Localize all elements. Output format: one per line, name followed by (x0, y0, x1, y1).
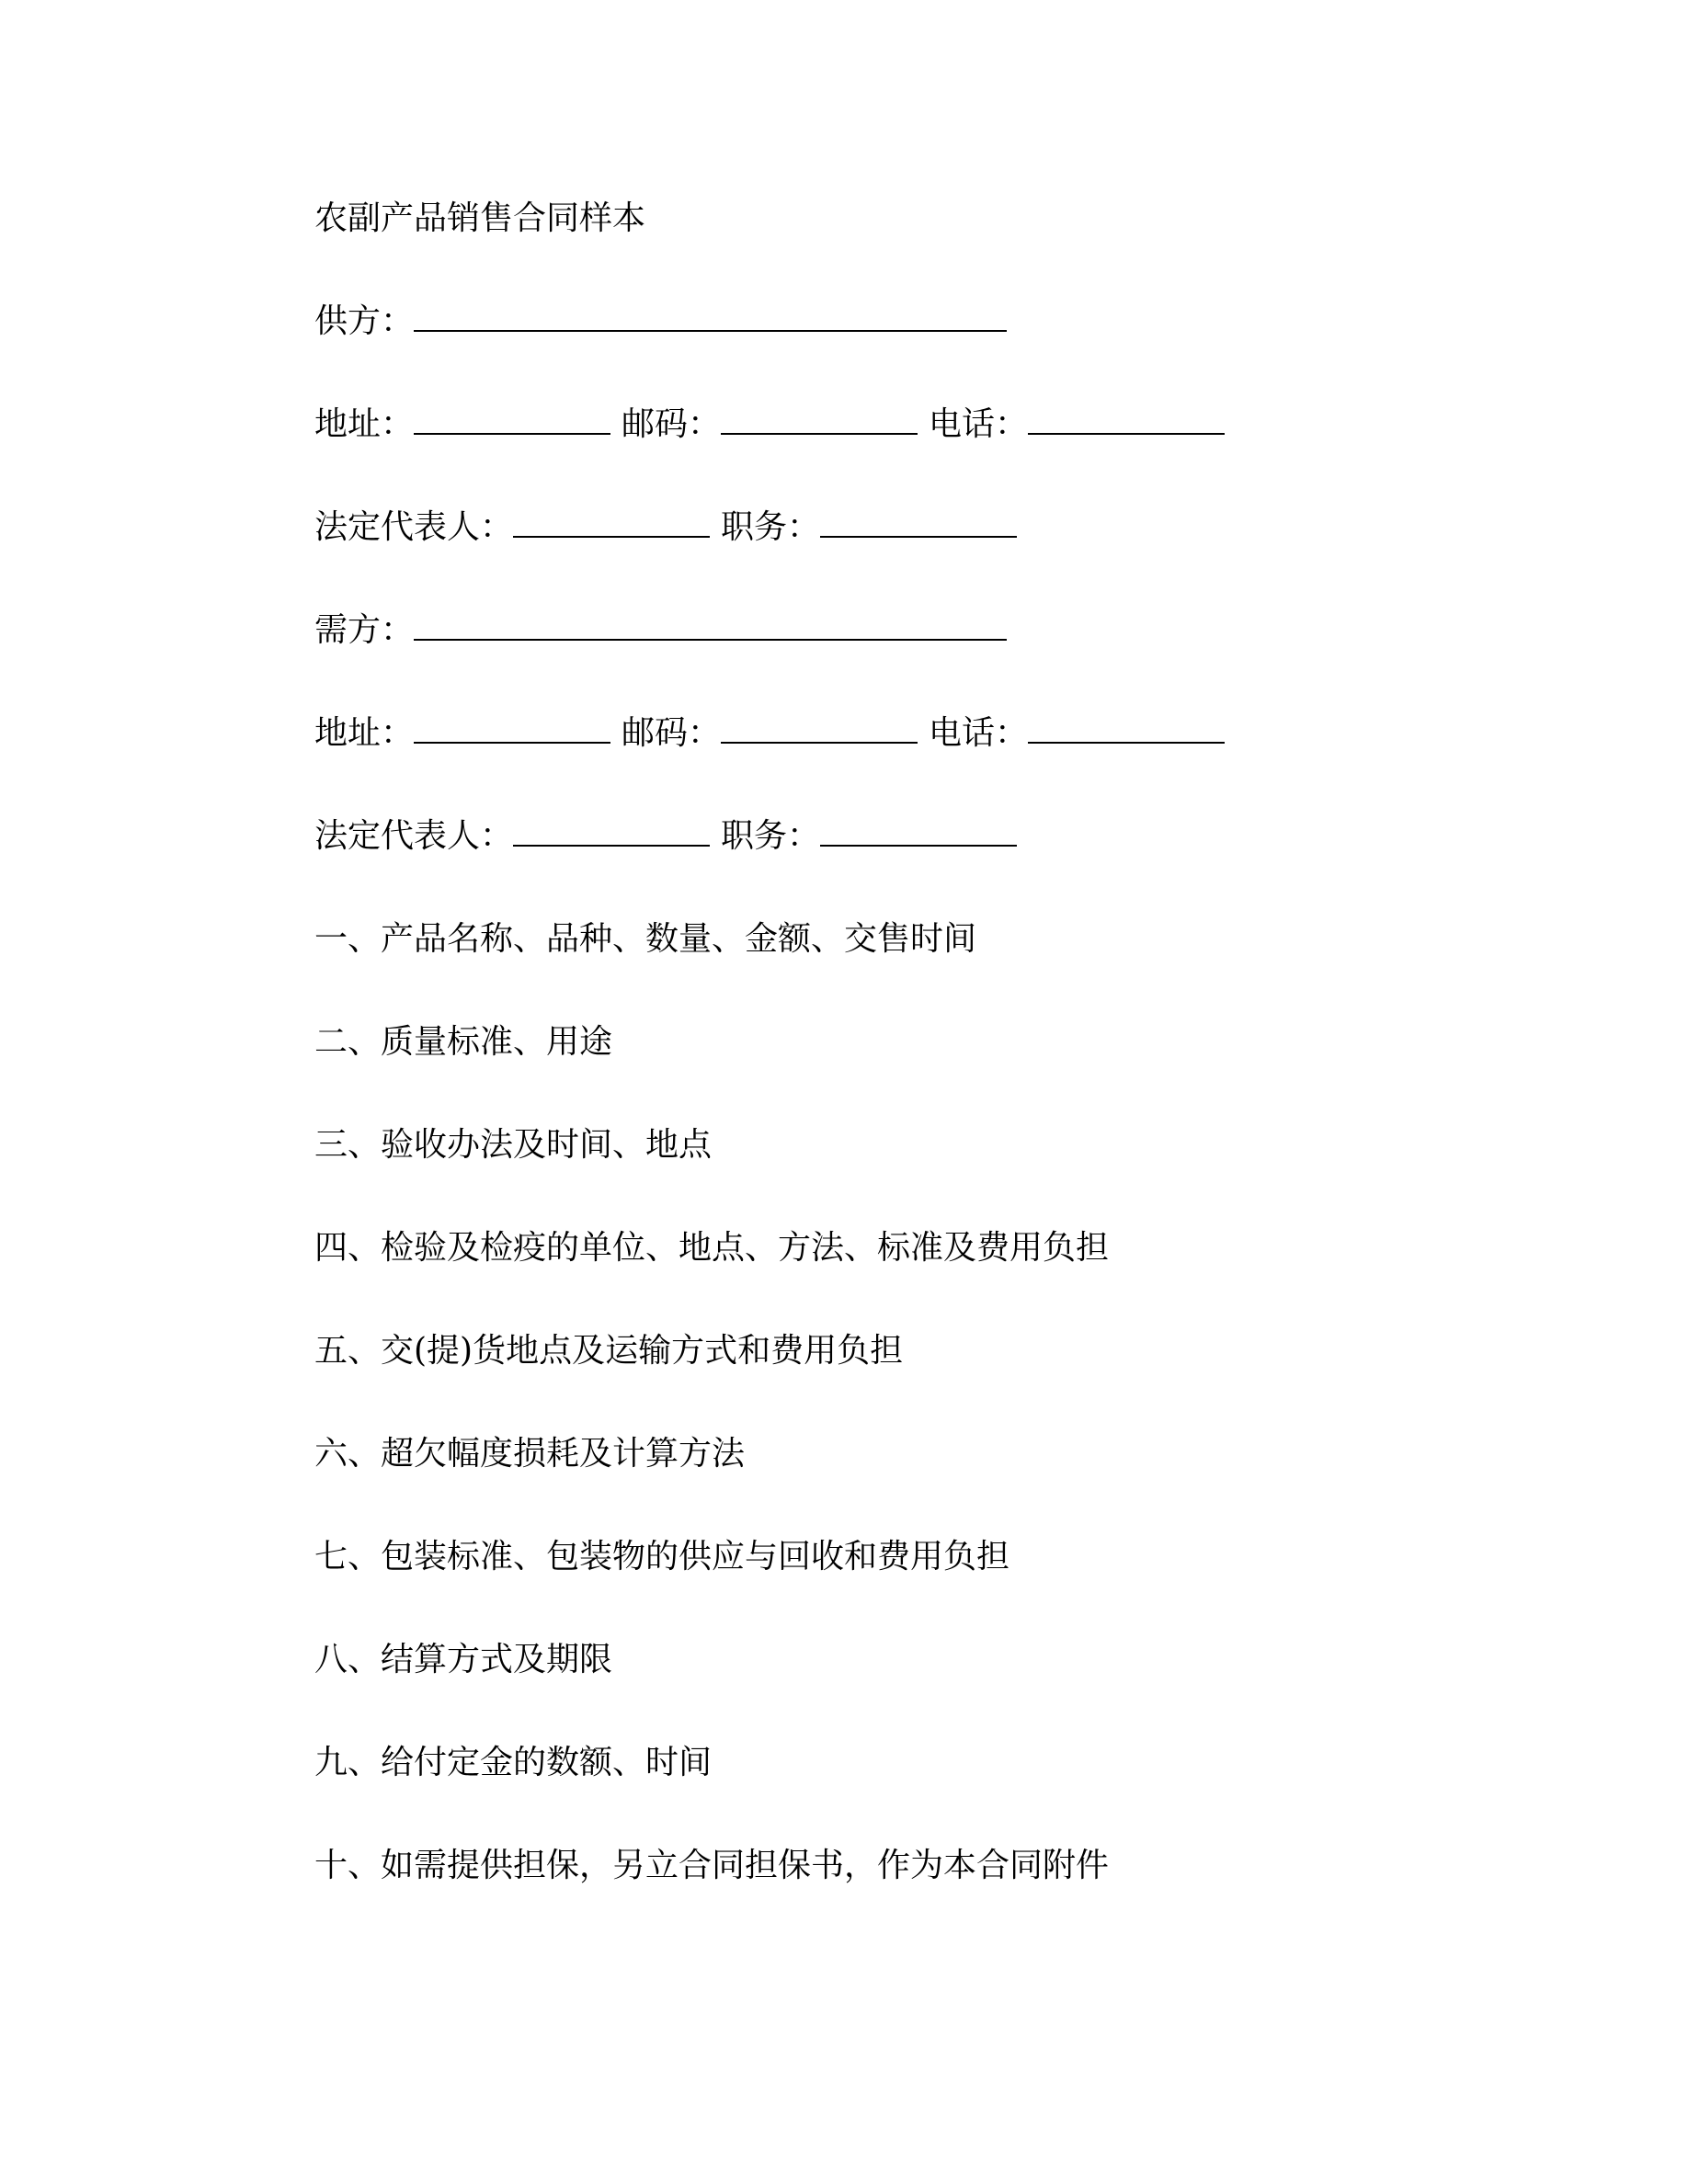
buyer-position-field[interactable] (820, 817, 1017, 847)
buyer-phone-field[interactable] (1028, 714, 1225, 744)
supplier-position-label: 职务： (721, 508, 821, 546)
clause-5: 五、交(提)货地点及运输方式和费用负担 (314, 1332, 904, 1370)
clause-10: 十、如需提供担保，另立合同担保书，作为本合同附件 (314, 1847, 1110, 1884)
title-text: 农副产品销售合同样本 (314, 199, 646, 237)
buyer-legal-rep-label: 法定代表人： (314, 817, 514, 855)
buyer-label: 需方： (314, 611, 415, 649)
clause-1: 一、产品名称、品种、数量、金额、交售时间 (314, 920, 977, 958)
buyer-name-field[interactable] (414, 611, 1007, 641)
supplier-party-row (314, 301, 1018, 342)
supplier-address-label: 地址： (314, 405, 415, 443)
buyer-legal-rep-field[interactable] (513, 817, 710, 847)
supplier-phone-label: 电话： (929, 405, 1029, 443)
buyer-address-label: 地址： (314, 714, 415, 752)
buyer-address-field[interactable] (414, 714, 610, 744)
buyer-position-label: 职务： (721, 817, 821, 855)
supplier-rep-row (314, 507, 1028, 548)
clause-9: 九、给付定金的数额、时间 (314, 1744, 713, 1781)
buyer-phone-label: 电话： (929, 714, 1029, 752)
supplier-name-field[interactable] (414, 302, 1007, 332)
supplier-legal-rep-label: 法定代表人： (314, 508, 514, 546)
buyer-party-row (314, 610, 1018, 651)
document-title (314, 199, 645, 239)
supplier-label: 供方： (314, 302, 415, 340)
buyer-contact-row (314, 713, 1236, 754)
supplier-legal-rep-field[interactable] (513, 508, 710, 538)
supplier-postcode-field[interactable] (721, 405, 918, 435)
buyer-rep-row (314, 816, 1028, 857)
supplier-contact-row (314, 404, 1236, 445)
clause-6: 六、超欠幅度损耗及计算方法 (314, 1435, 746, 1473)
clause-4: 四、检验及检疫的单位、地点、方法、标准及费用负担 (314, 1229, 1110, 1267)
supplier-address-field[interactable] (414, 405, 610, 435)
clause-3: 三、验收办法及时间、地点 (314, 1126, 713, 1164)
clause-7: 七、包装标准、包装物的供应与回收和费用负担 (314, 1538, 1010, 1575)
supplier-position-field[interactable] (820, 508, 1017, 538)
supplier-phone-field[interactable] (1028, 405, 1225, 435)
buyer-postcode-field[interactable] (721, 714, 918, 744)
clause-2: 二、质量标准、用途 (314, 1023, 613, 1061)
supplier-postcode-label: 邮码： (622, 405, 722, 443)
clause-8: 八、结算方式及期限 (314, 1641, 613, 1678)
buyer-postcode-label: 邮码： (622, 714, 722, 752)
